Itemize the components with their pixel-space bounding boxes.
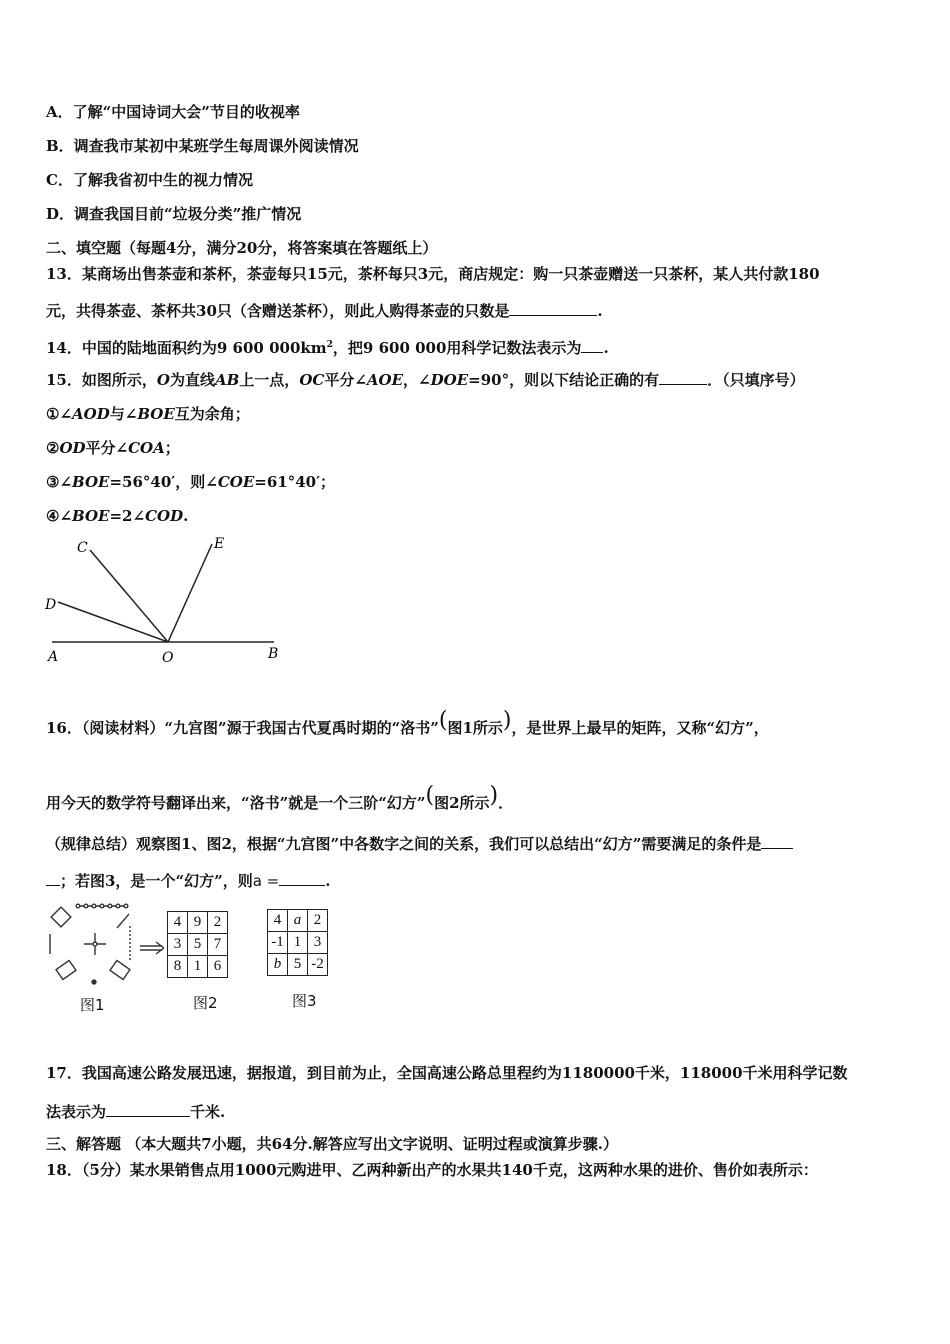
grid3-cell: a (288, 910, 308, 932)
caption-fig2: 图2 (193, 994, 218, 1012)
s2-a: OD (59, 439, 86, 457)
dot-bottom (92, 980, 96, 984)
square-top-left (51, 907, 71, 927)
magic-square-fig3 (267, 909, 328, 976)
square-bottom-right (110, 960, 130, 979)
q16-t10: . (325, 872, 331, 890)
q16-line1 (46, 708, 769, 738)
square-bottom-left (56, 960, 76, 979)
paren-close: ) (489, 783, 499, 808)
grid3-row (268, 910, 328, 932)
caption-fig1: 图1 (80, 996, 105, 1014)
q16-t1: 16．（阅读材料）“九宫图”源于我国古代夏禹时期的“洛书” (46, 719, 439, 737)
s4-pre: ④∠ (46, 507, 73, 525)
label-d: D (45, 597, 57, 613)
q15-ab: AB (214, 371, 240, 389)
q15-statement-1 (46, 404, 250, 424)
q16-line4 (46, 870, 330, 891)
grid2-cell: 3 (168, 934, 188, 956)
s4-post: . (183, 507, 189, 525)
s1-pre: ①∠ (46, 405, 73, 423)
s4-mid: =2∠ (109, 507, 146, 525)
q15-oc: OC (299, 371, 325, 389)
s4-a: BOE (72, 507, 110, 525)
q15-t1: 15．如图所示， (46, 371, 157, 389)
q14 (46, 335, 609, 358)
q15-statement-2 (46, 438, 180, 458)
q17-text: 法表示为 (46, 1103, 107, 1121)
s3-post: =61°40′； (254, 473, 336, 491)
section-2-heading: 二、填空题（每题4分，满分20分，将答案填在答题纸上） (46, 239, 438, 257)
option-d: D．调查我国目前“垃圾分类”推广情况 (46, 205, 302, 223)
q15-stem (46, 369, 805, 390)
s2-post: ； (164, 439, 180, 457)
magic-square-fig2 (167, 911, 228, 978)
s3-pre: ③∠ (46, 473, 73, 491)
q14-pre: 14．中国的陆地面积约为9 600 000km (46, 339, 327, 357)
grid2-row (168, 912, 228, 934)
q15-doe: DOE (430, 371, 469, 389)
q15-statement-3 (46, 472, 335, 492)
q16-line2 (46, 783, 514, 813)
q16-t5: 图2所示 (434, 794, 490, 812)
section-3-heading: 三、解答题 （本大题共7小题，共64分.解答应写出文字说明、证明过程或演算步骤.） (46, 1135, 618, 1153)
q16-t9: = (261, 872, 280, 890)
grid2-cell: 6 (208, 956, 228, 978)
grid2-cell: 7 (208, 934, 228, 956)
caption-fig3: 图3 (292, 992, 317, 1010)
grid2-cell: 5 (188, 934, 208, 956)
grid3-cell: -1 (268, 932, 288, 954)
q16-t2: 图1所示 (447, 719, 503, 737)
dot-center (93, 942, 97, 946)
grid2-cell: 4 (168, 912, 188, 934)
luoshu-figure (44, 900, 164, 992)
s1-b: BOE (137, 405, 175, 423)
q15-aoe: AOE (366, 371, 404, 389)
grid3-cell: 5 (288, 954, 308, 976)
stroke-top-right (117, 914, 129, 928)
q14-post: ，把9 600 000用科学记数法表示为 (332, 339, 582, 357)
q13-line2 (46, 300, 603, 321)
q15-t5: ，∠ (403, 371, 431, 389)
grid3-cell: b (268, 954, 288, 976)
q17-end: 千米. (190, 1103, 226, 1121)
label-a: A (48, 649, 59, 665)
q16-var-a: a (252, 872, 262, 890)
q15-t7: ．（只填序号） (707, 371, 805, 389)
answer-blank (509, 300, 597, 316)
s3-a: BOE (72, 473, 110, 491)
q14-end: . (603, 339, 609, 357)
paren-open: ( (425, 783, 435, 808)
answer-blank (46, 870, 60, 886)
q15-o: O (156, 371, 170, 389)
label-e: E (214, 536, 225, 552)
s2-pre: ② (46, 439, 60, 457)
angle-figure (40, 532, 290, 672)
q14-sup: 2 (326, 340, 333, 350)
grid2-cell: 9 (188, 912, 208, 934)
q16-t3: ，是世界上最早的矩阵，又称“幻方”， (511, 719, 769, 737)
q15-t2: 为直线 (169, 371, 215, 389)
s2-b: COA (128, 439, 165, 457)
q13-line1: 13．某商场出售茶壶和茶杯，茶壶每只15元，茶杯每只3元，商店规定：购一只茶壶赠送一只茶杯，某人共付款180 (46, 265, 820, 283)
grid3-cell: 4 (268, 910, 288, 932)
grid2-cell: 2 (208, 912, 228, 934)
s2-mid: 平分∠ (85, 439, 129, 457)
grid2-cell: 8 (168, 956, 188, 978)
s1-post: 互为余角； (174, 405, 250, 423)
q13-end: . (597, 302, 603, 320)
q16-t4: 用今天的数学符号翻译出来，“洛书”就是一个三阶“幻方” (46, 794, 426, 812)
q15-statement-4 (46, 506, 188, 526)
q15-t3: 上一点， (239, 371, 300, 389)
grid3-row (268, 932, 328, 954)
s4-b: COD (145, 507, 184, 525)
q17-line1: 17．我国高速公路发展迅速，据报道，到目前为止，全国高速公路总里程约为1180000千米，118000千米用科学记数 (46, 1064, 848, 1082)
answer-blank (279, 870, 325, 886)
ray-oe (168, 544, 212, 642)
grid3-cell: 3 (308, 932, 328, 954)
q17-line2 (46, 1101, 225, 1122)
q16-line3 (46, 833, 793, 854)
s3-b: COE (217, 473, 255, 491)
grid2-cell: 1 (188, 956, 208, 978)
s1-mid: 与∠ (109, 405, 138, 423)
q16-t8: ；若图3，是一个“幻方”，则 (60, 872, 253, 890)
grid3-cell: 1 (288, 932, 308, 954)
q15-t6: =90°，则以下结论正确的有 (468, 371, 660, 389)
grid3-row (268, 954, 328, 976)
q18: 18．（5分）某水果销售点用1000元购进甲、乙两种新出产的水果共140千克，这两种水果的进价、售价如表所示： (46, 1161, 818, 1179)
q15-t4: 平分∠ (324, 371, 367, 389)
s1-a: AOD (72, 405, 110, 423)
answer-blank (581, 337, 603, 353)
option-a: A．了解“中国诗词大会”节目的收视率 (46, 103, 300, 121)
label-c: C (77, 540, 88, 556)
answer-blank (106, 1101, 190, 1117)
paren-open: ( (438, 708, 448, 733)
q13-text: 元，共得茶壶、茶杯共30只（含赠送茶杯），则此人购得茶壶的只数是 (46, 302, 510, 320)
answer-blank (659, 369, 707, 385)
arrow-head (156, 942, 164, 954)
grid3-cell: 2 (308, 910, 328, 932)
grid2-row (168, 934, 228, 956)
s3-mid: =56°40′，则∠ (109, 473, 218, 491)
label-b: B (268, 646, 279, 662)
q16-t7: （规律总结）观察图1、图2，根据“九宫图”中各数字之间的关系，我们可以总结出“幻方”需要满足的条件是 (46, 835, 762, 853)
grid3-cell: -2 (308, 954, 328, 976)
q16-t6: ． (498, 794, 514, 812)
option-b: B．调查我市某初中某班学生每周课外阅读情况 (46, 137, 359, 155)
paren-close: ) (502, 708, 512, 733)
grid2-row (168, 956, 228, 978)
answer-blank (761, 833, 793, 849)
label-o: O (162, 650, 174, 666)
option-c: C．了解我省初中生的视力情况 (46, 171, 253, 189)
